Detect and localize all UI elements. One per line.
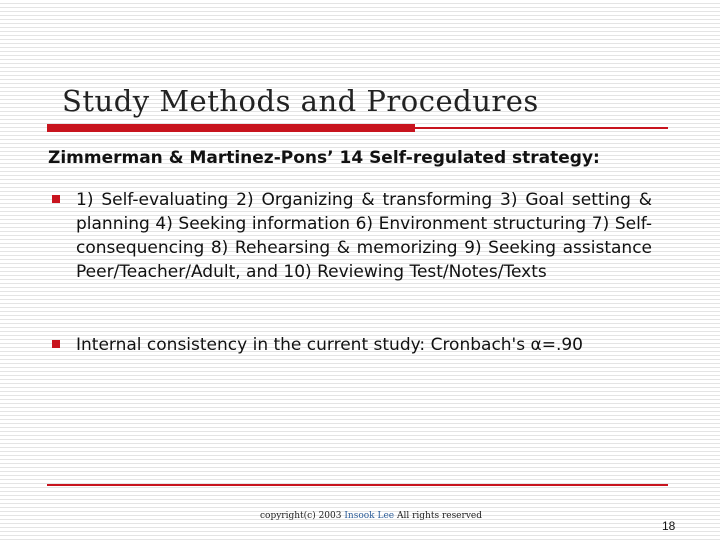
bullet-item (48, 333, 652, 357)
slide-subtitle: Zimmerman & Martinez-Pons’ 14 Self-regulated strategy: (48, 148, 600, 168)
title-accent-bar (47, 124, 415, 132)
author-name: Insook Lee (344, 511, 395, 521)
copyright-text: copyright(c) 2003 (260, 511, 345, 521)
bullet-text: 1) Self-evaluating 2) Organizing & transforming 3) Goal setting & planning 4) Seeking information 6) Environment structuring 7) Self-consequencing 8) Rehearsing & memorizing 9) Seeking assistance Peer/Teacher/Adult, and 10) Reviewing Test/Notes/Texts (76, 190, 652, 282)
footer-copyright (260, 511, 482, 521)
rights-text: All rights reserved (394, 511, 482, 521)
footer-divider-line (47, 484, 668, 486)
square-bullet-icon (52, 195, 60, 203)
bullet-item (48, 188, 652, 284)
title-divider-line (415, 127, 668, 129)
bullet-text: Internal consistency in the current study: Cronbach's α=.90 (76, 335, 583, 355)
slide-title: Study Methods and Procedures (62, 84, 539, 118)
square-bullet-icon (52, 340, 60, 348)
page-number: 18 (662, 519, 676, 533)
